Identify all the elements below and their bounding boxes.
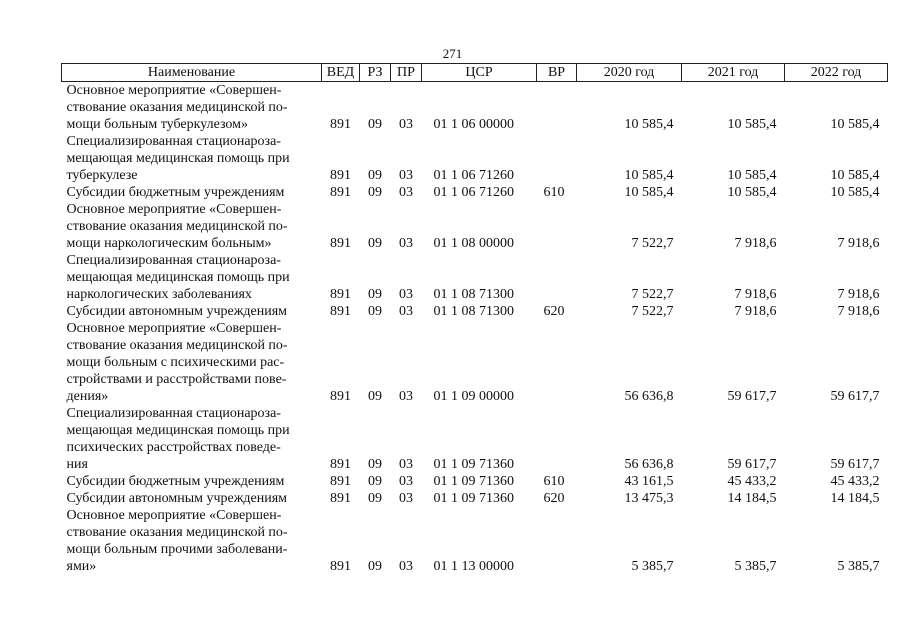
cell-2021: 10 585,4 — [727, 168, 777, 183]
name-line: Основное мероприятие «Совершен- — [66, 202, 282, 217]
cell-vr — [537, 507, 577, 575]
table-row — [62, 133, 888, 184]
cell-vr — [537, 252, 577, 303]
cell-rz: 09 — [368, 287, 382, 302]
name-line: стройствами и расстройствами пове- — [66, 372, 287, 387]
cell-2020: 13 475,3 — [624, 491, 674, 506]
table-row — [62, 184, 888, 201]
cell-2022: 5 385,7 — [837, 559, 880, 574]
cell-rz: 09 — [368, 457, 382, 472]
cell-2021: 7 918,6 — [734, 236, 777, 251]
cell-pr: 03 — [399, 236, 413, 251]
cell-2022: 7 918,6 — [837, 287, 880, 302]
header-2020: 2020 год — [577, 64, 682, 82]
cell-2020: 7 522,7 — [631, 236, 674, 251]
cell-csr: 01 1 08 00000 — [433, 236, 514, 251]
cell-name — [62, 490, 322, 507]
cell-csr: 01 1 13 00000 — [433, 559, 514, 574]
cell-name — [62, 133, 322, 184]
name-line: мощи больным туберкулезом» — [66, 117, 249, 132]
name-line: мощи наркологическим больным» — [66, 236, 272, 251]
cell-2022: 59 617,7 — [830, 389, 880, 404]
name-line: ями» — [66, 559, 97, 574]
cell-rz: 09 — [368, 117, 382, 132]
cell-ved: 891 — [330, 457, 351, 472]
header-pr: ПР — [391, 64, 422, 82]
header-2022: 2022 год — [785, 64, 888, 82]
name-line: ствование оказания медицинской по- — [66, 338, 288, 353]
cell-ved: 891 — [330, 236, 351, 251]
cell-csr: 01 1 06 71260 — [433, 168, 514, 183]
cell-2021: 10 585,4 — [727, 117, 777, 132]
cell-rz: 09 — [368, 491, 382, 506]
cell-vr: 620 — [543, 304, 565, 319]
name-line: мещающая медицинская помощь при — [66, 423, 290, 438]
table-row — [62, 320, 888, 405]
cell-ved: 891 — [330, 287, 351, 302]
cell-2021: 7 918,6 — [734, 287, 777, 302]
cell-2020: 10 585,4 — [624, 185, 674, 200]
cell-name — [62, 184, 322, 201]
cell-ved: 891 — [330, 168, 351, 183]
cell-2020: 10 585,4 — [624, 117, 674, 132]
name-line: Специализированная стационароза- — [66, 253, 281, 268]
name-line: наркологических заболеваниях — [66, 287, 252, 302]
cell-ved: 891 — [330, 185, 351, 200]
name-line: Основное мероприятие «Совершен- — [66, 508, 282, 523]
cell-2022: 10 585,4 — [830, 185, 880, 200]
cell-pr: 03 — [399, 287, 413, 302]
header-rz: РЗ — [360, 64, 391, 82]
cell-pr: 03 — [399, 457, 413, 472]
table-row — [62, 252, 888, 303]
cell-ved: 891 — [330, 304, 351, 319]
cell-ved: 891 — [330, 117, 351, 132]
cell-pr: 03 — [399, 559, 413, 574]
cell-vr — [537, 201, 577, 252]
cell-2022: 7 918,6 — [837, 236, 880, 251]
cell-vr: 610 — [543, 185, 565, 200]
name-line: дения» — [66, 389, 109, 404]
name-line: мощи больным прочими заболевани- — [66, 542, 288, 557]
cell-vr — [537, 82, 577, 134]
cell-2020: 7 522,7 — [631, 304, 674, 319]
page-number: 271 — [442, 46, 463, 61]
cell-2022: 7 918,6 — [837, 304, 880, 319]
name-line: туберкулезе — [66, 168, 138, 183]
name-line: Субсидии бюджетным учреждениям — [66, 185, 285, 200]
name-line: Субсидии автономным учреждениям — [66, 304, 288, 319]
cell-name — [62, 473, 322, 490]
table-body — [62, 82, 888, 576]
name-line: психических расстройствах поведе- — [66, 440, 281, 455]
cell-2020: 10 585,4 — [624, 168, 674, 183]
cell-2020: 56 636,8 — [624, 457, 674, 472]
cell-csr: 01 1 09 71360 — [433, 474, 514, 489]
cell-csr: 01 1 08 71300 — [433, 304, 514, 319]
cell-rz: 09 — [368, 559, 382, 574]
cell-name — [62, 507, 322, 575]
cell-2020: 7 522,7 — [631, 287, 674, 302]
cell-vr — [537, 133, 577, 184]
cell-pr: 03 — [399, 389, 413, 404]
table-row — [62, 303, 888, 320]
header-vr: ВР — [537, 64, 577, 82]
name-line: мещающая медицинская помощь при — [66, 270, 290, 285]
cell-2020: 43 161,5 — [624, 474, 674, 489]
name-line: Субсидии автономным учреждениям — [66, 491, 288, 506]
table-row — [62, 82, 888, 134]
cell-2021: 7 918,6 — [734, 304, 777, 319]
cell-pr: 03 — [399, 491, 413, 506]
cell-name — [62, 405, 322, 473]
cell-pr: 03 — [399, 185, 413, 200]
name-line: ствование оказания медицинской по- — [66, 219, 288, 234]
cell-2022: 10 585,4 — [830, 117, 880, 132]
cell-csr: 01 1 09 71360 — [433, 457, 514, 472]
cell-2021: 59 617,7 — [727, 389, 777, 404]
cell-rz: 09 — [368, 185, 382, 200]
name-line: ствование оказания медицинской по- — [66, 525, 288, 540]
cell-csr: 01 1 09 00000 — [433, 389, 514, 404]
cell-rz: 09 — [368, 168, 382, 183]
cell-vr — [537, 320, 577, 405]
cell-2022: 10 585,4 — [830, 168, 880, 183]
cell-2022: 59 617,7 — [830, 457, 880, 472]
table-row — [62, 507, 888, 575]
cell-pr: 03 — [399, 168, 413, 183]
cell-name — [62, 82, 322, 134]
cell-vr: 620 — [543, 491, 565, 506]
name-line: Основное мероприятие «Совершен- — [66, 83, 282, 98]
cell-csr: 01 1 09 71360 — [433, 491, 514, 506]
cell-csr: 01 1 06 71260 — [433, 185, 514, 200]
name-line: Специализированная стационароза- — [66, 406, 281, 421]
table-row — [62, 473, 888, 490]
cell-rz: 09 — [368, 389, 382, 404]
cell-pr: 03 — [399, 474, 413, 489]
cell-2021: 5 385,7 — [734, 559, 777, 574]
cell-2021: 14 184,5 — [727, 491, 777, 506]
name-line: Специализированная стационароза- — [66, 134, 281, 149]
cell-vr — [537, 405, 577, 473]
cell-ved: 891 — [330, 389, 351, 404]
table-row — [62, 201, 888, 252]
name-line: ния — [66, 457, 88, 472]
name-line: Субсидии бюджетным учреждениям — [66, 474, 285, 489]
name-line: Основное мероприятие «Совершен- — [66, 321, 282, 336]
budget-table — [61, 63, 888, 575]
cell-name — [62, 252, 322, 303]
cell-ved: 891 — [330, 474, 351, 489]
table-row — [62, 490, 888, 507]
cell-2021: 59 617,7 — [727, 457, 777, 472]
cell-name — [62, 201, 322, 252]
header-2021: 2021 год — [682, 64, 785, 82]
cell-rz: 09 — [368, 474, 382, 489]
cell-name — [62, 303, 322, 320]
cell-ved: 891 — [330, 491, 351, 506]
cell-csr: 01 1 06 00000 — [433, 117, 514, 132]
table-header — [62, 64, 888, 82]
name-line: мощи больным с психическими рас- — [66, 355, 285, 370]
cell-rz: 09 — [368, 236, 382, 251]
cell-2021: 10 585,4 — [727, 185, 777, 200]
cell-2020: 56 636,8 — [624, 389, 674, 404]
cell-2022: 14 184,5 — [830, 491, 880, 506]
cell-2022: 45 433,2 — [830, 474, 880, 489]
cell-rz: 09 — [368, 304, 382, 319]
header-ved: ВЕД — [322, 64, 360, 82]
cell-2020: 5 385,7 — [631, 559, 674, 574]
cell-name — [62, 320, 322, 405]
name-line: мещающая медицинская помощь при — [66, 151, 290, 166]
cell-vr: 610 — [543, 474, 565, 489]
cell-2021: 45 433,2 — [727, 474, 777, 489]
cell-ved: 891 — [330, 559, 351, 574]
table-row — [62, 405, 888, 473]
cell-pr: 03 — [399, 117, 413, 132]
header-name: Наименование — [62, 64, 322, 82]
header-csr: ЦСР — [422, 64, 537, 82]
name-line: ствование оказания медицинской по- — [66, 100, 288, 115]
cell-pr: 03 — [399, 304, 413, 319]
cell-csr: 01 1 08 71300 — [433, 287, 514, 302]
